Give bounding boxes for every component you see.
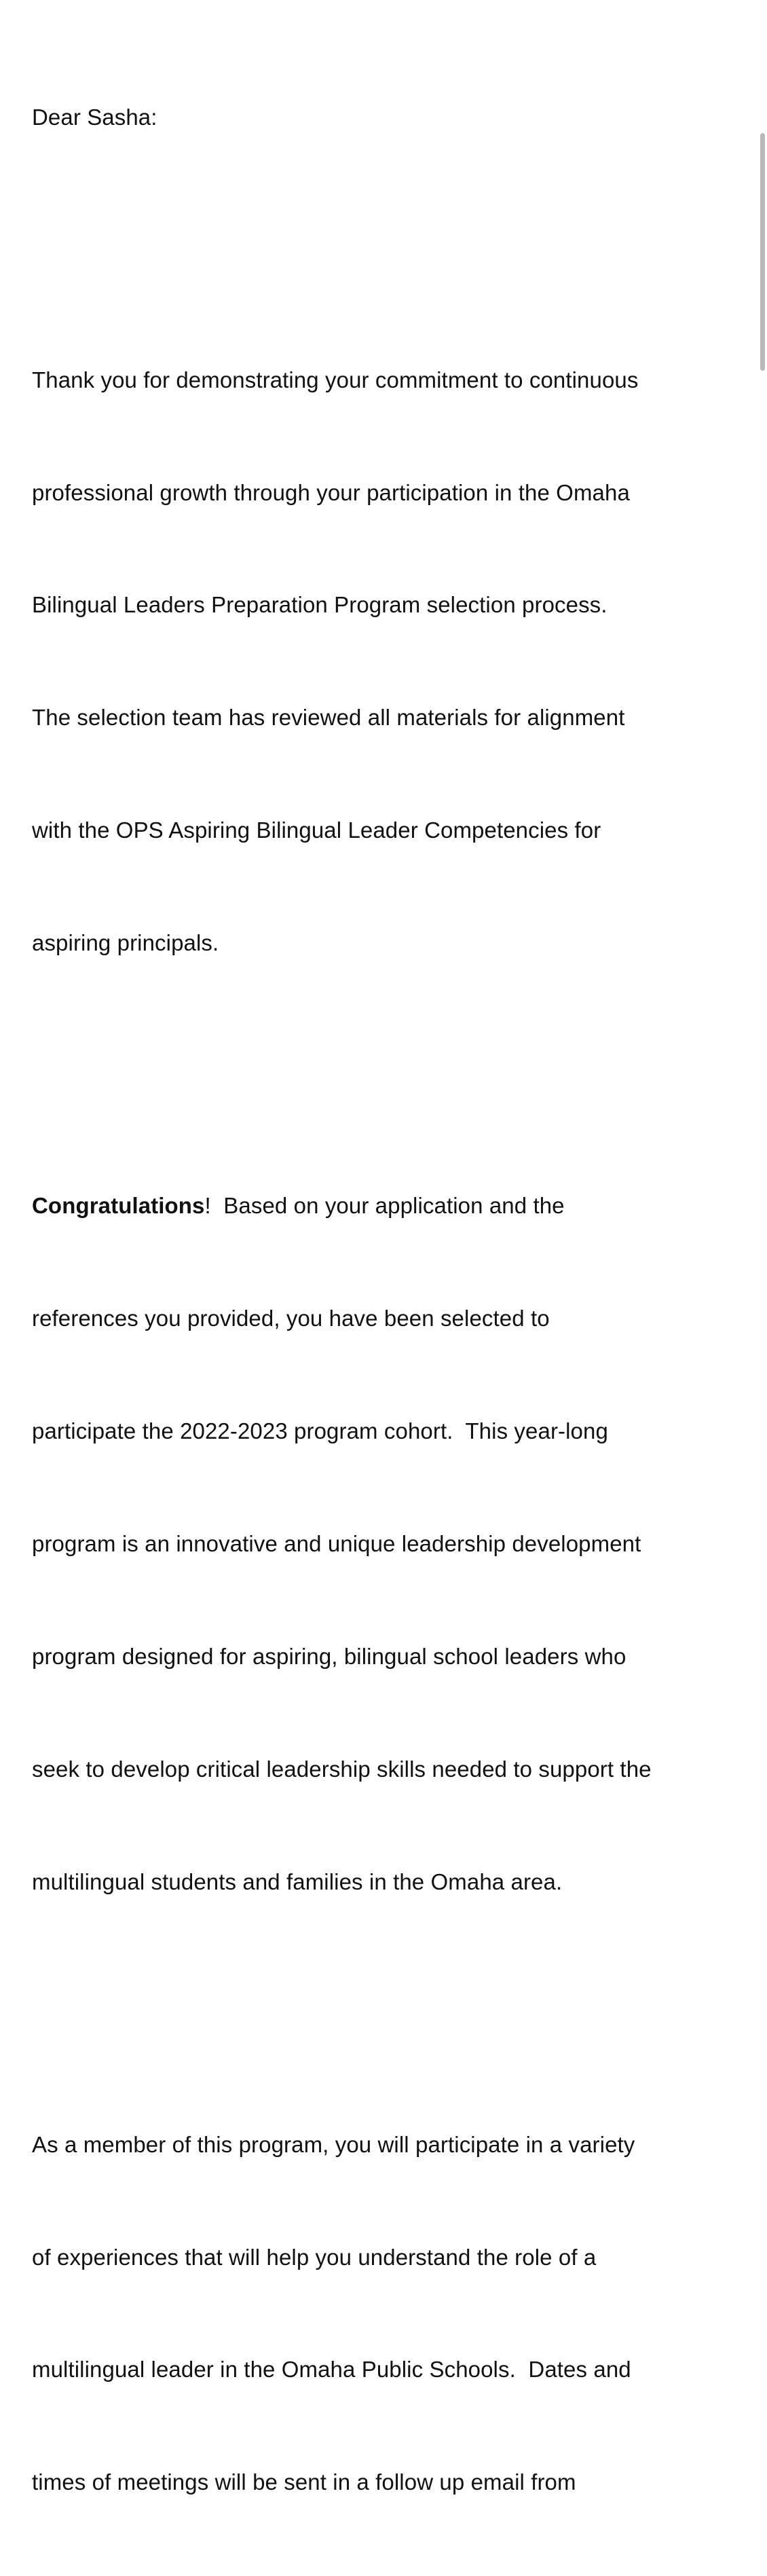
paragraph3-line: times of meetings will be sent in a follow up email from xyxy=(32,2469,576,2495)
paragraph2-line: program is an innovative and unique leadership development xyxy=(32,1530,641,1556)
congratulations-text: Congratulations xyxy=(32,1193,205,1219)
paragraph2-line: references you provided, you have been selected to xyxy=(32,1306,550,1331)
paragraph3-line: As a member of this program, you will participate in a variety xyxy=(32,2131,635,2157)
paragraph2-line: program designed for aspiring, bilingual school leaders who xyxy=(32,1643,626,1669)
paragraph2-line: multilingual students and families in the Omaha area. xyxy=(32,1869,563,1894)
paragraph2-line: seek to develop critical leadership skills needed to support the xyxy=(32,1756,652,1782)
paragraph1-line: with the OPS Aspiring Bilingual Leader Competencies for xyxy=(32,817,601,843)
email-body xyxy=(32,23,751,2576)
paragraph3-line: of experiences that will help you understand the role of a xyxy=(32,2244,597,2270)
greeting: Dear Sasha: xyxy=(32,104,157,130)
paragraph-gap xyxy=(32,1037,751,1074)
paragraph2-first-line xyxy=(32,1187,751,1224)
paragraph1-line: Thank you for demonstrating your commitment to continuous xyxy=(32,367,639,392)
paragraph1-line: Bilingual Leaders Preparation Program selection process. xyxy=(32,592,607,618)
paragraph3-line: multilingual leader in the Omaha Public Schools. Dates and xyxy=(32,2357,631,2382)
paragraph-gap xyxy=(32,1975,751,2012)
paragraph1-line: aspiring principals. xyxy=(32,930,219,956)
paragraph2-line: participate the 2022-2023 program cohort. This year-long xyxy=(32,1418,608,1443)
paragraph2-first-rest: ! Based on your application and the xyxy=(204,1193,565,1219)
vertical-scrollbar[interactable] xyxy=(757,0,767,815)
paragraph1-line: professional growth through your participation in the Omaha xyxy=(32,479,630,505)
scrollbar-thumb[interactable] xyxy=(760,133,765,371)
paragraph-gap xyxy=(32,210,751,248)
paragraph1-line: The selection team has reviewed all materials for alignment xyxy=(32,705,625,731)
